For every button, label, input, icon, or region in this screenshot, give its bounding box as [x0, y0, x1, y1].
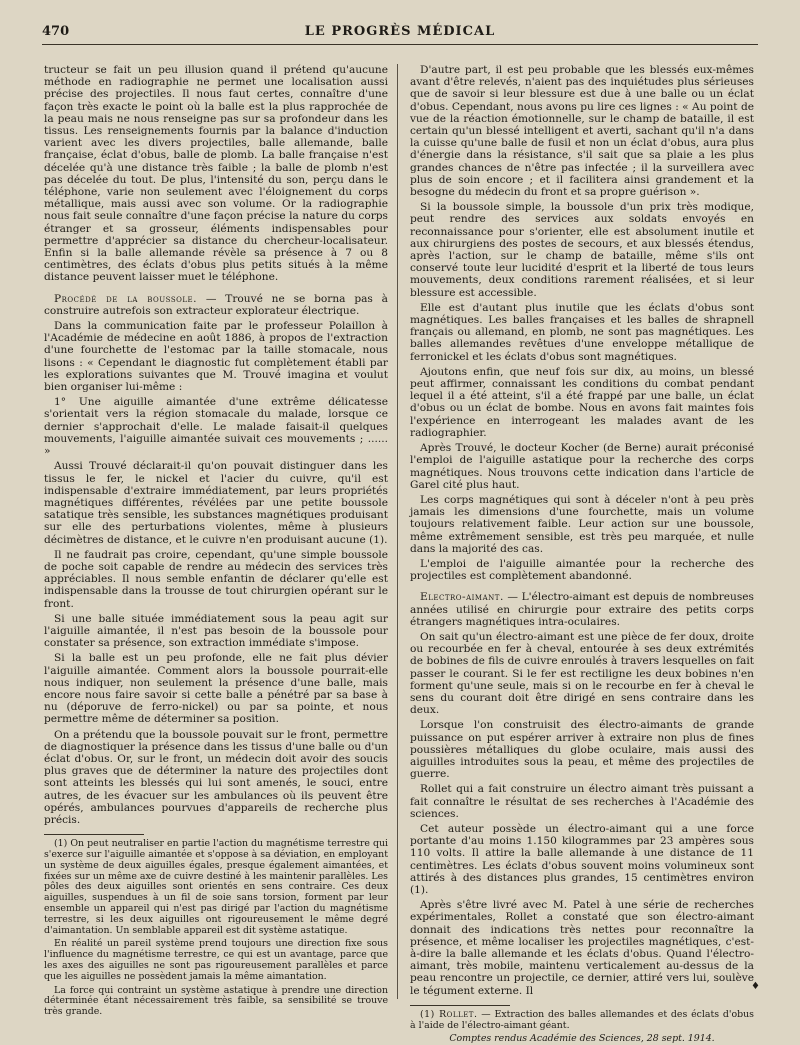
paragraph: L'emploi de l'aiguille aimantée pour la recherche des projectiles est complètement abandonné. [410, 557, 754, 583]
paragraph: Dans la communication faite par le professeur Polaillon à l'Académie de médecine en août 1886, à propos de l'extraction d'une fourchette de l'estomac par la taille stomacale, nous lisons : « Cependant le diagnostic fut complètement établi par les explorations suivantes que M. Trouvé imagina et voulut bien organiser lui-même : [44, 320, 388, 394]
footnote: (1) On peut neutraliser en partie l'action du magnétisme terrestre qui s'exerce sur l'aiguille aimantée et s'oppose à sa déviation, en employant un système de deux aiguilles égales, presque également aimantées, et fixées sur un même axe de cuivre destiné à les maintenir parallèles. Les pôles des deux aiguilles sont orientés en sens contraire. Ces deux aiguilles, suspendues à un fil de soie sans torsion, forment par leur ensemble un appareil qui n'est pas dirigé par l'action du magnétisme terrestre, si les deux aiguilles ont rigoureusement le même degré d'aimantation. Un semblable appareil est dit système astatique. [44, 838, 388, 936]
footnote-text: — Extraction des balles allemandes et des éclats d'obus à l'aide de l'électro-aimant géant. [410, 1008, 754, 1031]
footnote-rule [410, 1005, 510, 1006]
column-divider [397, 64, 398, 999]
footnotes [410, 1010, 754, 1045]
paragraph: Si une balle située immédiatement sous la peau agit sur l'aiguille aimantée, il n'est pas besoin de la boussole pour constater sa présence, son extraction immédiate s'impose. [44, 612, 388, 650]
paragraph: Après Trouvé, le docteur Kocher (de Berne) aurait préconisé l'emploi de l'aiguille astatique pour la recherche des corps magnétiques. Nous trouvons cette indication dans l'article de Garel cité plus haut. [410, 442, 754, 491]
section-text: — Trouvé ne se borna pas à construire autrefois son extracteur explorateur électrique. [44, 292, 388, 317]
paragraph-boussole [44, 293, 388, 317]
margin-mark: ♦ [751, 981, 760, 992]
paragraph: tructeur se fait un peu illusion quand il prétend qu'aucune méthode en radiographie ne permet une localisation aussi précise des projectiles. Il nous faut certes, connaître d'une façon très exacte le point où la balle est la plus rapprochée de la peau mais ne nous renseigne pas sur sa profondeur dans les tissus. Les renseignements fournis par la balance d'induction varient avec les divers projectiles, balle allemande, balle française, éclat d'obus, balle de plomb. La balle française n'est décelée qu'à une distance très faible ; la balle de plomb n'est pas décelée du tout. De plus, l'intensité du son, perçu dans le téléphone, varie non seulement avec l'éloignement du corps métallique, mais aussi avec son volume. Or la radiographie nous fait seule connaître d'une façon précise la nature du corps étranger et sa grosseur, éléments indispensables pour permettre d'apprécier sa distance du chercheur-localisateur. Enfin si la balle allemande révèle sa présence à 7 ou 8 centimètres, des éclats d'obus plus petits situés à la même distance peuvent laisser muet le téléphone. [44, 64, 388, 284]
section-heading: Procédé de la boussole. [54, 292, 197, 305]
paragraph: Lorsque l'on construisit des électro-aimants de grande puissance on put espérer arriver à extraire non plus de fines poussières métalliques du globe oculaire, mais aussi des aiguilles introduites sous la peau, et même des projectiles de guerre. [410, 719, 754, 781]
paragraph: Les corps magnétiques qui sont à déceler n'ont à peu près jamais les dimensions d'une fourchette, mais un volume toujours relativement faible. Leur action sur une boussole, même extrêmement sensible, est très peu marquée, et nulle dans la majorité des cas. [410, 493, 754, 555]
footnote: En réalité un pareil système prend toujours une direction fixe sous l'influence du magnétisme terrestre, ce qui est un avantage, parce que les axes des aiguilles ne sont pas rigoureusement parallèles et parce que les aiguilles ne possèdent jamais la même aimantation. [44, 938, 388, 982]
paragraph: Cet auteur possède un électro-aimant qui a une force portante d'au moins 1.150 kilogrammes par 23 ampères sous 110 volts. Il attire la balle allemande à une distance de 11 centimètres. Les éclats d'obus souvent moins volumineux sont attirés à des distances plus grandes, 15 centimètres environ (1). [410, 822, 754, 896]
footnote-author: (1) Rollet. [420, 1008, 478, 1020]
left-column [44, 64, 388, 1018]
paragraph: Il ne faudrait pas croire, cependant, qu'une simple boussole de poche soit capable de rendre au médecin des services très appréciables. Il nous semble enfantin de déclarer qu'elle est indispensable dans la trousse de tout chirurgien opérant sur le front. [44, 548, 388, 610]
footnote-citation: Comptes rendus Académie des Sciences, 28 sept. 1914. [449, 1033, 715, 1045]
page-number: 470 [42, 24, 70, 39]
section-text: — L'électro-aimant est depuis de nombreuses années utilisé en chirurgie pour extraire des petits corps étrangers magnétiques intra-oculaires. [410, 591, 754, 628]
paragraph: Ajoutons enfin, que neuf fois sur dix, au moins, un blessé peut affirmer, connaissant les conditions du combat pendant lequel il a été atteint, s'il a été frappé par une balle, un éclat d'obus ou un éclat de bombe. Nous en avons fait maintes fois l'expérience en interrogeant les malades avant de les radiographier. [410, 365, 754, 439]
paragraph: D'autre part, il est peu probable que les blessés eux-mêmes avant d'être relevés, n'aient pas des inquiétudes plus sérieuses que de savoir si leur blessure est due à une balle ou un éclat d'obus. Cependant, nous avons pu lire ces lignes : « Au point de vue de la réaction émotionnelle, sur le champ de bataille, il est certain qu'un blessé intelligent et averti, sachant qu'il n'a dans la cuisse qu'une balle de fusil et non un éclat d'obus, aura plus d'énergie dans la résistance, s'il sait que sa plaie a les plus grandes chances de n'être pas infectée ; il la surveillera avec plus de soin encore ; et il facilitera ainsi grandement et la besogne du médecin du front et sa propre guérison ». [410, 64, 754, 199]
paragraph: On a prétendu que la boussole pouvait sur le front, permettre de diagnostiquer la présence dans les tissus d'une balle ou d'un éclat d'obus. Or, sur le front, un médecin doit avoir des soucis plus graves que de déterminer la nature des projectiles dont sont atteints les blessés qui lui sont amenés, le souci, entre autres, de les évacuer sur les ambulances où ils peuvent être opérés, ambulances pourvues d'appareils de recherche plus précis. [44, 728, 388, 826]
paragraph: On sait qu'un électro-aimant est une pièce de fer doux, droite ou recourbée en fer à cheval, entourée à ses deux extrémités de bobines de fils de cuivre enroulés à travers lesquelles on fait passer le courant. Si le fer est rectiligne les deux bobines n'en forment qu'une seule, mais si on le recourbe en fer à cheval le sens du courant doit être dirigé en sens contraire dans les deux. [410, 630, 754, 717]
running-title: LE PROGRÈS MÉDICAL [304, 24, 496, 39]
paragraph: Si la balle est un peu profonde, elle ne fait plus dévier l'aiguille aimantée. Comment alors la boussole pourrait-elle nous indiquer, non seulement la présence d'une balle, mais encore nous faire savoir si cette balle a pénétré par sa base à nu (déporuve de ferro-nickel) ou par sa pointe, et nous permettre même de déterminer sa position. [44, 652, 388, 726]
paragraph: Elle est d'autant plus inutile que les éclats d'obus sont magnétiques. Les balles françaises et les balles de shrapnell français ou allemand, en plomb, ne sont pas magnétiques. Les balles allemandes revêtues d'une enveloppe métallique de ferronickel et les éclats d'obus sont magnétiques. [410, 301, 754, 363]
paragraph: Si la boussole simple, la boussole d'un prix très modique, peut rendre des services aux soldats envoyés en reconnaissance pour s'orienter, elle est absolument inutile et aux chirurgiens des postes de secours, et aux blessés étendus, après l'action, sur le champ de bataille, même s'ils ont conservé toute leur lucidité d'esprit et la liberté de tous leurs mouvements, deux conditions rarement réalisées, et si leur blessure est accessible. [410, 201, 754, 299]
footnotes [44, 839, 388, 1018]
footnote-rule [44, 834, 144, 835]
right-column [410, 64, 754, 1045]
paragraph-electro-aimant [410, 591, 754, 628]
paragraph: Aussi Trouvé déclarait-il qu'on pouvait distinguer dans les tissus le fer, le nickel et l'acier du cuivre, qu'il est indispensable d'extraire immédiatement, par leurs propriétés magnétiques différentes, révélées par une petite boussole satatique très sensible, les substances magnétiques produisant sur elle des perturbations violentes, même à plusieurs décimètres de distance, et le cuivre n'en produisant aucune (1). [44, 460, 388, 546]
footnote [410, 1010, 754, 1032]
paragraph: 1° Une aiguille aimantée d'une extrême délicatesse s'orientait vers la région stomacale du malade, lorsque ce dernier s'approchait d'elle. Le malade faisait-il quelques mouvements, l'aiguille aimantée suivait ces mouvements ; ...... » [44, 396, 388, 458]
page-header [42, 22, 758, 45]
paragraph: Rollet qui a fait construire un électro aimant très puissant a fait connaître le résultat de ses recherches à l'Académie des sciences. [410, 783, 754, 820]
section-heading: Electro-aimant. [420, 591, 504, 604]
footnote: La force qui contraint un système astatique à prendre une direction déterminée étant nécessairement très faible, sa sensibilité se trouve très grande. [44, 984, 388, 1018]
paragraph: Après s'être livré avec M. Patel à une série de recherches expérimentales, Rollet a constaté que son électro-aimant donnait des indications très nettes pour reconnaître la présence, et même localiser les projectiles magnétiques, c'est-à-dire la balle allemande et les éclats d'obus. Quand l'électro-aimant, très mobile, maintenu verticalement au-dessus de la peau rencontre un projectile, ce dernier, attiré vers lui, soulève le tégument externe. Il [410, 899, 754, 997]
